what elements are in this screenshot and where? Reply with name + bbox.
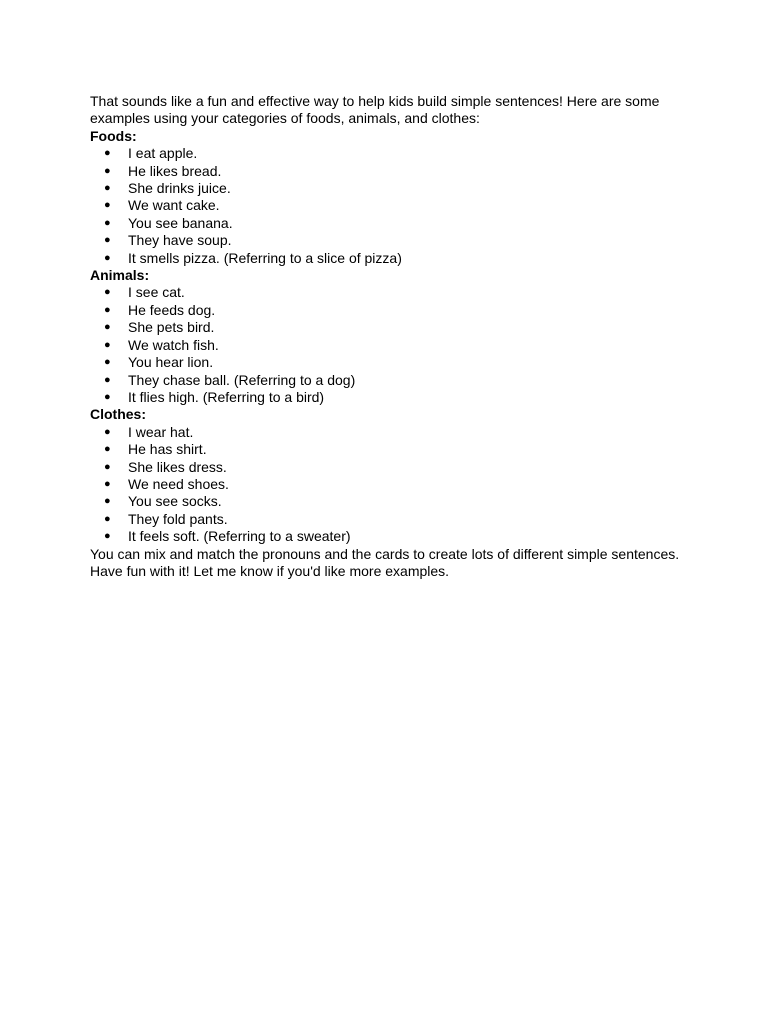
list-item [90,528,690,545]
section-heading-animals: Animals: [90,267,150,284]
list-item [90,511,690,528]
list-item [90,145,690,162]
list-item-text: She pets bird. [128,319,215,336]
bullet-icon: ● [104,390,111,403]
list-item [90,493,690,510]
section-heading-foods: Foods: [90,127,137,144]
bullet-icon: ● [104,373,111,386]
list-item-text: I eat apple. [128,145,198,162]
section-clothes [90,406,690,545]
bullet-icon: ● [104,443,111,456]
list-item-text: You hear lion. [128,354,214,371]
bullet-icon: ● [104,460,111,473]
bullet-icon: ● [104,216,111,229]
list-item-text: He feeds dog. [128,301,216,318]
list-item-text: They have soup. [128,232,232,249]
list-item-text: I wear hat. [128,423,194,440]
bullet-icon: ● [104,303,111,316]
bullet-icon: ● [104,164,111,177]
list-item-text: It smells pizza. (Referring to a slice of pizza) [128,249,402,266]
bullet-icon: ● [104,251,111,264]
bullet-icon: ● [104,286,111,299]
list-item-text: She drinks juice. [128,180,231,197]
list-item [90,441,690,458]
bullet-icon: ● [104,338,111,351]
list-item-text: He has shirt. [128,441,207,458]
list-item [90,424,690,441]
list-item [90,163,690,180]
bullet-icon: ● [104,425,111,438]
list-item [90,284,690,301]
list-item-text: We want cake. [128,197,220,214]
list-item [90,180,690,197]
list-item [90,476,690,493]
list-item-text: I see cat. [128,284,185,301]
list-item [90,319,690,336]
list-animals [90,284,690,406]
list-item [90,250,690,267]
bullet-icon: ● [104,356,111,369]
bullet-icon: ● [104,495,111,508]
bullet-icon: ● [104,182,111,195]
list-item-text: You see socks. [128,493,222,510]
list-item-text: He likes bread. [128,162,222,179]
list-item-text: It flies high. (Referring to a bird) [128,388,325,405]
list-item [90,389,690,406]
section-animals [90,267,690,406]
list-item-text: They fold pants. [128,510,228,527]
bullet-icon: ● [104,234,111,247]
bullet-icon: ● [104,512,111,525]
bullet-icon: ● [104,321,111,334]
list-item-text: You see banana. [128,214,233,231]
section-foods [90,128,690,267]
bullet-icon: ● [104,530,111,543]
intro-paragraph: That sounds like a fun and effective way to help kids build simple sentences! Here are some examples using your categories of foods, animals, and clothes: [90,93,660,127]
list-item [90,459,690,476]
list-item-text: They chase ball. (Referring to a dog) [128,371,356,388]
list-item [90,232,690,249]
section-heading-clothes: Clothes: [90,406,146,423]
list-item-text: She likes dress. [128,458,227,475]
document-body [90,93,690,580]
bullet-icon: ● [104,199,111,212]
list-item [90,197,690,214]
list-foods [90,145,690,267]
list-clothes [90,424,690,546]
list-item [90,215,690,232]
outro-paragraph: You can mix and match the pronouns and the cards to create lots of different simple sentences. [90,545,680,562]
list-item-text: It feels soft. (Referring to a sweater) [128,528,351,545]
list-item [90,354,690,371]
bullet-icon: ● [104,147,111,160]
bullet-icon: ● [104,477,111,490]
closing-paragraph: Have fun with it! Let me know if you'd like more examples. [90,562,450,579]
list-item [90,302,690,319]
list-item [90,337,690,354]
list-item-text: We watch fish. [128,336,219,353]
list-item-text: We need shoes. [128,475,229,492]
list-item [90,372,690,389]
